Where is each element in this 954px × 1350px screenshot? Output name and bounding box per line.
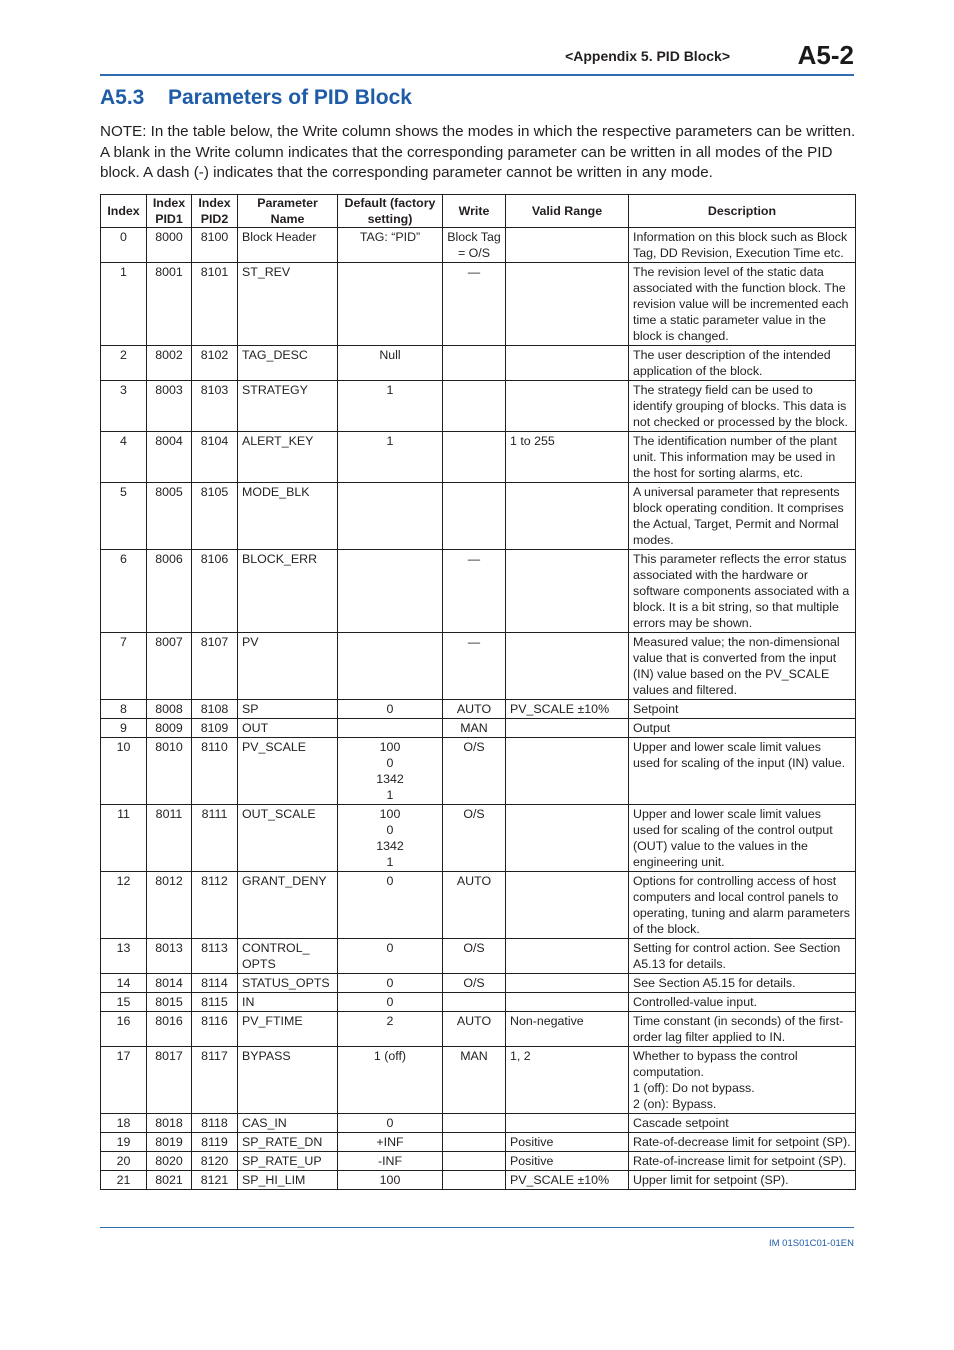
col-header-index: Index <box>101 195 147 228</box>
cell-index: 12 <box>101 872 147 939</box>
cell-index-pid2: 8109 <box>192 719 238 738</box>
cell-index-pid2: 8113 <box>192 939 238 974</box>
table-row <box>101 974 856 993</box>
cell-index-pid2: 8120 <box>192 1152 238 1171</box>
section-title <box>100 86 412 110</box>
cell-index-pid2: 8121 <box>192 1171 238 1190</box>
cell-description: Whether to bypass the control computation. 1 (off): Do not bypass. 2 (on): Bypass. <box>629 1047 856 1114</box>
table-row <box>101 993 856 1012</box>
cell-parameter-name: TAG_DESC <box>238 346 338 381</box>
cell-index-pid1: 8009 <box>147 719 192 738</box>
cell-parameter-name: SP_HI_LIM <box>238 1171 338 1190</box>
section-title-text: Parameters of PID Block <box>168 86 412 109</box>
cell-write: MAN <box>443 1047 506 1114</box>
cell-index-pid1: 8005 <box>147 483 192 550</box>
cell-default: 1 (off) <box>338 1047 443 1114</box>
cell-index-pid1: 8001 <box>147 263 192 346</box>
cell-write <box>443 993 506 1012</box>
table-row <box>101 1047 856 1114</box>
cell-valid-range: PV_SCALE ±10% <box>506 1171 629 1190</box>
cell-write: O/S <box>443 805 506 872</box>
cell-default: 100 0 1342 1 <box>338 738 443 805</box>
cell-description: Information on this block such as Block Tag, DD Revision, Execution Time etc. <box>629 228 856 263</box>
running-header-section: <Appendix 5. PID Block> <box>565 48 730 64</box>
cell-index-pid2: 8114 <box>192 974 238 993</box>
table-row <box>101 346 856 381</box>
cell-index-pid2: 8101 <box>192 263 238 346</box>
cell-index-pid1: 8017 <box>147 1047 192 1114</box>
cell-valid-range <box>506 993 629 1012</box>
cell-index-pid2: 8108 <box>192 700 238 719</box>
cell-index-pid2: 8102 <box>192 346 238 381</box>
cell-description: Setpoint <box>629 700 856 719</box>
cell-valid-range: 1 to 255 <box>506 432 629 483</box>
cell-parameter-name: PV_FTIME <box>238 1012 338 1047</box>
table-header-row <box>101 195 856 228</box>
cell-description: Measured value; the non-dimensional value that is converted from the input (IN) value based on the PV_SCALE values and filtered. <box>629 633 856 700</box>
cell-index: 7 <box>101 633 147 700</box>
cell-valid-range: Non-negative <box>506 1012 629 1047</box>
cell-default: 2 <box>338 1012 443 1047</box>
cell-default: TAG: “PID” <box>338 228 443 263</box>
cell-index-pid1: 8006 <box>147 550 192 633</box>
cell-valid-range <box>506 974 629 993</box>
cell-index: 14 <box>101 974 147 993</box>
cell-index-pid1: 8020 <box>147 1152 192 1171</box>
table-row <box>101 700 856 719</box>
cell-parameter-name: CONTROL_ OPTS <box>238 939 338 974</box>
cell-default: +INF <box>338 1133 443 1152</box>
cell-index-pid2: 8100 <box>192 228 238 263</box>
cell-index-pid2: 8111 <box>192 805 238 872</box>
cell-index: 3 <box>101 381 147 432</box>
cell-index-pid1: 8016 <box>147 1012 192 1047</box>
cell-valid-range: 1, 2 <box>506 1047 629 1114</box>
cell-index-pid1: 8011 <box>147 805 192 872</box>
cell-index-pid1: 8019 <box>147 1133 192 1152</box>
cell-parameter-name: OUT <box>238 719 338 738</box>
table-row <box>101 483 856 550</box>
cell-index: 13 <box>101 939 147 974</box>
section-number: A5.3 <box>100 86 145 109</box>
cell-valid-range <box>506 1114 629 1133</box>
table-row <box>101 738 856 805</box>
cell-index-pid2: 8116 <box>192 1012 238 1047</box>
cell-description: The revision level of the static data associated with the function block. The revision value will be incremented each time a static parameter value in the block is changed. <box>629 263 856 346</box>
cell-write <box>443 1133 506 1152</box>
cell-index: 11 <box>101 805 147 872</box>
cell-parameter-name: OUT_SCALE <box>238 805 338 872</box>
cell-index-pid2: 8115 <box>192 993 238 1012</box>
cell-write <box>443 1114 506 1133</box>
cell-parameter-name: IN <box>238 993 338 1012</box>
cell-default <box>338 550 443 633</box>
cell-valid-range <box>506 939 629 974</box>
cell-parameter-name: Block Header <box>238 228 338 263</box>
cell-index: 10 <box>101 738 147 805</box>
cell-valid-range <box>506 550 629 633</box>
cell-parameter-name: STRATEGY <box>238 381 338 432</box>
table-row <box>101 805 856 872</box>
cell-valid-range <box>506 738 629 805</box>
cell-write: AUTO <box>443 872 506 939</box>
cell-index-pid2: 8103 <box>192 381 238 432</box>
cell-index-pid1: 8002 <box>147 346 192 381</box>
cell-parameter-name: PV_SCALE <box>238 738 338 805</box>
cell-description: Upper and lower scale limit values used for scaling of the input (IN) value. <box>629 738 856 805</box>
cell-valid-range <box>506 228 629 263</box>
cell-parameter-name: ST_REV <box>238 263 338 346</box>
cell-write: AUTO <box>443 1012 506 1047</box>
cell-index-pid1: 8000 <box>147 228 192 263</box>
cell-index-pid1: 8018 <box>147 1114 192 1133</box>
cell-index-pid2: 8112 <box>192 872 238 939</box>
cell-valid-range <box>506 346 629 381</box>
cell-index-pid2: 8119 <box>192 1133 238 1152</box>
cell-write: MAN <box>443 719 506 738</box>
cell-default: 0 <box>338 939 443 974</box>
table-row <box>101 550 856 633</box>
cell-write <box>443 381 506 432</box>
table-row <box>101 1171 856 1190</box>
cell-description: The identification number of the plant unit. This information may be used in the host for sorting alarms, etc. <box>629 432 856 483</box>
cell-parameter-name: ALERT_KEY <box>238 432 338 483</box>
cell-index: 16 <box>101 1012 147 1047</box>
cell-default: -INF <box>338 1152 443 1171</box>
table-row <box>101 1133 856 1152</box>
cell-write: — <box>443 263 506 346</box>
table-row <box>101 939 856 974</box>
table-row <box>101 872 856 939</box>
cell-description: Options for controlling access of host computers and local control panels to operating, tuning and alarm parameters of the block. <box>629 872 856 939</box>
col-header-index-pid1: Index PID1 <box>147 195 192 228</box>
cell-index: 1 <box>101 263 147 346</box>
cell-default: 0 <box>338 1114 443 1133</box>
cell-index: 9 <box>101 719 147 738</box>
cell-description: See Section A5.15 for details. <box>629 974 856 993</box>
cell-description: This parameter reflects the error status associated with the hardware or software components associated with a block. It is a bit string, so that multiple errors may be shown. <box>629 550 856 633</box>
cell-index-pid2: 8106 <box>192 550 238 633</box>
cell-default: 0 <box>338 700 443 719</box>
cell-description: Output <box>629 719 856 738</box>
cell-write <box>443 432 506 483</box>
cell-parameter-name: SP_RATE_UP <box>238 1152 338 1171</box>
cell-index-pid1: 8003 <box>147 381 192 432</box>
cell-description: Upper and lower scale limit values used for scaling of the control output (OUT) value to the values in the engineering unit. <box>629 805 856 872</box>
cell-description: Upper limit for setpoint (SP). <box>629 1171 856 1190</box>
cell-description: Rate-of-increase limit for setpoint (SP). <box>629 1152 856 1171</box>
cell-default: 100 <box>338 1171 443 1190</box>
cell-description: Cascade setpoint <box>629 1114 856 1133</box>
cell-index-pid2: 8118 <box>192 1114 238 1133</box>
table-row <box>101 228 856 263</box>
cell-write: AUTO <box>443 700 506 719</box>
cell-valid-range <box>506 872 629 939</box>
parameters-table <box>100 194 856 1190</box>
cell-index: 0 <box>101 228 147 263</box>
cell-default: 0 <box>338 872 443 939</box>
cell-index-pid2: 8117 <box>192 1047 238 1114</box>
cell-index: 19 <box>101 1133 147 1152</box>
cell-parameter-name: SP <box>238 700 338 719</box>
page-number: A5-2 <box>797 40 854 70</box>
table-row <box>101 719 856 738</box>
cell-default <box>338 633 443 700</box>
note-paragraph: NOTE: In the table below, the Write column shows the modes in which the respective parameters can be written. A blank in the Write column indicates that the corresponding parameter can be written in all modes of the PID block. A dash (-) indicates that the corresponding parameter cannot be written in any mode. <box>100 123 856 181</box>
cell-write <box>443 1152 506 1171</box>
cell-description: A universal parameter that represents block operating condition. It comprises the Actual, Target, Permit and Normal modes. <box>629 483 856 550</box>
cell-default: 0 <box>338 974 443 993</box>
cell-index-pid1: 8021 <box>147 1171 192 1190</box>
cell-index-pid2: 8110 <box>192 738 238 805</box>
cell-default: 1 <box>338 381 443 432</box>
col-header-description: Description <box>629 195 856 228</box>
cell-default <box>338 263 443 346</box>
cell-valid-range <box>506 483 629 550</box>
cell-valid-range <box>506 805 629 872</box>
cell-write: Block Tag = O/S <box>443 228 506 263</box>
cell-write <box>443 1171 506 1190</box>
cell-index: 17 <box>101 1047 147 1114</box>
cell-index: 5 <box>101 483 147 550</box>
cell-index-pid1: 8015 <box>147 993 192 1012</box>
cell-parameter-name: STATUS_OPTS <box>238 974 338 993</box>
cell-parameter-name: GRANT_DENY <box>238 872 338 939</box>
table-row <box>101 633 856 700</box>
cell-valid-range <box>506 633 629 700</box>
cell-index-pid1: 8010 <box>147 738 192 805</box>
cell-default: Null <box>338 346 443 381</box>
cell-default: 100 0 1342 1 <box>338 805 443 872</box>
col-header-index-pid2: Index PID2 <box>192 195 238 228</box>
cell-index-pid1: 8008 <box>147 700 192 719</box>
cell-index: 21 <box>101 1171 147 1190</box>
cell-valid-range: PV_SCALE ±10% <box>506 700 629 719</box>
cell-parameter-name: BYPASS <box>238 1047 338 1114</box>
cell-write <box>443 483 506 550</box>
table-row <box>101 1114 856 1133</box>
cell-valid-range <box>506 381 629 432</box>
cell-write: O/S <box>443 974 506 993</box>
cell-index: 2 <box>101 346 147 381</box>
cell-index-pid2: 8107 <box>192 633 238 700</box>
cell-description: The strategy field can be used to identify grouping of blocks. This data is not checked or processed by the block. <box>629 381 856 432</box>
col-header-default: Default (factory setting) <box>338 195 443 228</box>
col-header-parameter-name: Parameter Name <box>238 195 338 228</box>
cell-parameter-name: SP_RATE_DN <box>238 1133 338 1152</box>
cell-index: 6 <box>101 550 147 633</box>
cell-parameter-name: PV <box>238 633 338 700</box>
table-row <box>101 1012 856 1047</box>
table-row <box>101 381 856 432</box>
cell-valid-range <box>506 719 629 738</box>
cell-description: Controlled-value input. <box>629 993 856 1012</box>
header-rule <box>100 74 854 76</box>
cell-description: The user description of the intended application of the block. <box>629 346 856 381</box>
cell-index: 18 <box>101 1114 147 1133</box>
cell-write: O/S <box>443 738 506 805</box>
cell-index-pid1: 8012 <box>147 872 192 939</box>
table-body <box>101 228 856 1190</box>
cell-description: Time constant (in seconds) of the first-order lag filter applied to IN. <box>629 1012 856 1047</box>
cell-index-pid2: 8105 <box>192 483 238 550</box>
cell-write: O/S <box>443 939 506 974</box>
cell-parameter-name: MODE_BLK <box>238 483 338 550</box>
cell-index: 4 <box>101 432 147 483</box>
cell-write: — <box>443 633 506 700</box>
cell-write: — <box>443 550 506 633</box>
cell-index-pid1: 8014 <box>147 974 192 993</box>
cell-index-pid1: 8004 <box>147 432 192 483</box>
table-row <box>101 1152 856 1171</box>
col-header-write: Write <box>443 195 506 228</box>
table-row <box>101 432 856 483</box>
cell-index: 8 <box>101 700 147 719</box>
cell-index-pid1: 8007 <box>147 633 192 700</box>
cell-index: 20 <box>101 1152 147 1171</box>
cell-default <box>338 719 443 738</box>
table-row <box>101 263 856 346</box>
col-header-valid-range: Valid Range <box>506 195 629 228</box>
footer-rule <box>100 1227 854 1228</box>
cell-default: 1 <box>338 432 443 483</box>
cell-description: Rate-of-decrease limit for setpoint (SP). <box>629 1133 856 1152</box>
cell-index: 15 <box>101 993 147 1012</box>
cell-write <box>443 346 506 381</box>
cell-parameter-name: CAS_IN <box>238 1114 338 1133</box>
cell-valid-range: Positive <box>506 1133 629 1152</box>
document-id: IM 01S01C01-01EN <box>768 1238 854 1249</box>
cell-default: 0 <box>338 993 443 1012</box>
cell-valid-range <box>506 263 629 346</box>
cell-index-pid1: 8013 <box>147 939 192 974</box>
cell-default <box>338 483 443 550</box>
cell-parameter-name: BLOCK_ERR <box>238 550 338 633</box>
cell-index-pid2: 8104 <box>192 432 238 483</box>
cell-valid-range: Positive <box>506 1152 629 1171</box>
cell-description: Setting for control action. See Section A5.13 for details. <box>629 939 856 974</box>
